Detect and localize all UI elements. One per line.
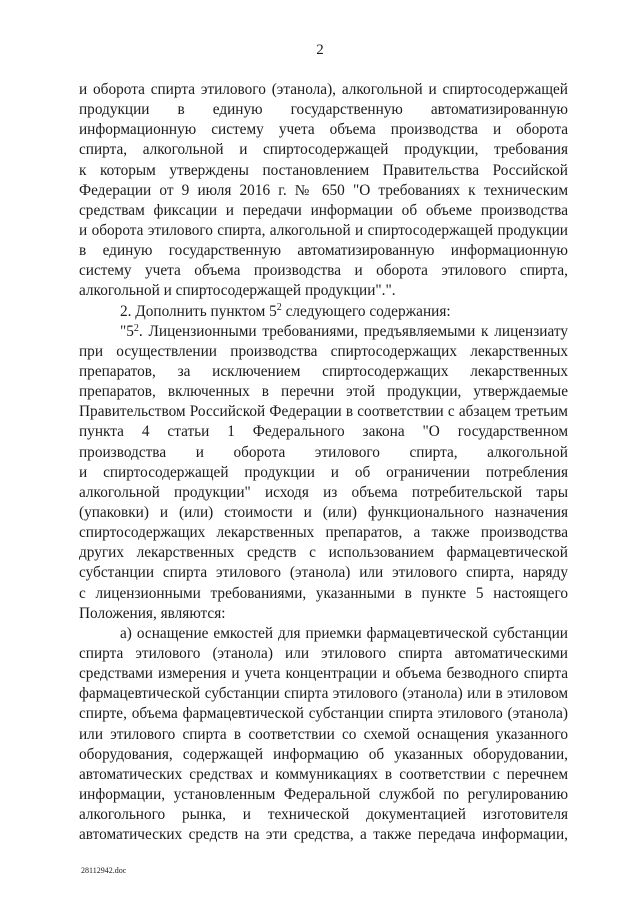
text-line: Правительством Российской Федерации в соответствии с абзацем третьим [79, 403, 568, 421]
text-line: (упаковки) и (или) стоимости и (или) функционального назначения [79, 503, 568, 521]
text-line: или этилового спирта в соответствии со схемой оснащения указанного [79, 725, 568, 743]
text-line: оборудования, содержащей информацию об указанных оборудовании, [79, 745, 568, 763]
text-line: с лицензионными требованиями, указанными в пункте 5 настоящего [79, 584, 568, 602]
text-line: автоматических средствах и коммуникациях в соответствии с перечнем [79, 765, 568, 783]
page-number: 2 [316, 42, 324, 58]
text-line: препаратов, за исключением спиртосодержащих лекарственных [79, 362, 568, 380]
text-line: спирта, алкогольной и спиртосодержащей продукции, требования [79, 141, 568, 159]
superscript: 2 [276, 302, 282, 314]
text-line: и оборота этилового спирта, алкогольной и спиртосодержащей продукции [79, 221, 568, 239]
text-line: к которым утверждены постановлением Правительства Российской [79, 161, 568, 179]
text-segment: 2. Дополнить пунктом 5 [120, 302, 277, 320]
text-line: Положения, являются: [79, 604, 226, 622]
document-body [79, 80, 568, 845]
text-line: алкогольной продукции" исходя из объема потребительской тары [79, 483, 568, 501]
text-line: Федерации от 9 июля 2016 г. № 650 "О требованиях к техническим [79, 181, 568, 199]
text-line: автоматических средств на эти средства, а также передача информации, [79, 826, 568, 844]
text-line: других лекарственных средств с использованием фармацевтической [79, 544, 568, 562]
text-line: систему учета объема производства и оборота этилового спирта, [79, 262, 568, 280]
text-line: спирте, объема фармацевтической субстанции спирта этилового (этанола) [79, 705, 568, 723]
superscript: 2 [133, 322, 139, 334]
text-line: производства и оборота этилового спирта, алкогольной [79, 443, 568, 461]
text-line: и спиртосодержащей продукции и об ограничении потребления [79, 463, 568, 481]
text-line: средствами измерения и учета концентрации и объема безводного спирта [79, 665, 568, 683]
text-line: фармацевтической субстанции спирта этилового (этанола) или в этиловом [79, 685, 568, 703]
text-line: при осуществлении производства спиртосодержащих лекарственных [79, 342, 568, 360]
text-line: пункта 4 статьи 1 Федерального закона "О государственном [79, 423, 568, 441]
amendment-item-heading [79, 302, 568, 322]
text-line: субстанции спирта этилового (этанола) или этилового спирта, наряду [79, 564, 568, 582]
text-line: алкогольной и спиртосодержащей продукции".". [79, 282, 396, 300]
text-line: препаратов, включенных в перечни этой продукции, утверждаемые [79, 383, 568, 401]
text-line: а) оснащение емкостей для приемки фармацевтической субстанции [120, 624, 568, 642]
text-line [79, 322, 568, 342]
text-line: продукции в единую государственную автоматизированную [79, 101, 568, 119]
text-line: информации, установленным Федеральной службой по регулированию [79, 785, 568, 803]
text-line: в единую государственную автоматизированную информационную [79, 242, 568, 260]
text-line: и оборота спирта этилового (этанола), алкогольной и спиртосодержащей [79, 81, 568, 98]
text-line: алкогольного рынка, и технической документацией изготовителя [79, 806, 568, 824]
file-name-footer: 28112942.doc [81, 866, 127, 875]
text-line: спирта этилового (этанола) или этилового спирта автоматическими [79, 644, 568, 662]
text-line: информационную систему учета объема производства и оборота [79, 121, 568, 139]
text-line: средствам фиксации и передачи информации об объеме производства [79, 201, 568, 219]
text-segment: . Лицензионными требованиями, предъявляемыми к лицензиату [138, 322, 568, 340]
text-segment: "5 [120, 322, 134, 340]
text-line: спиртосодержащих лекарственных препаратов, а также производства [79, 524, 568, 542]
text-segment: следующего содержания: [281, 302, 451, 320]
